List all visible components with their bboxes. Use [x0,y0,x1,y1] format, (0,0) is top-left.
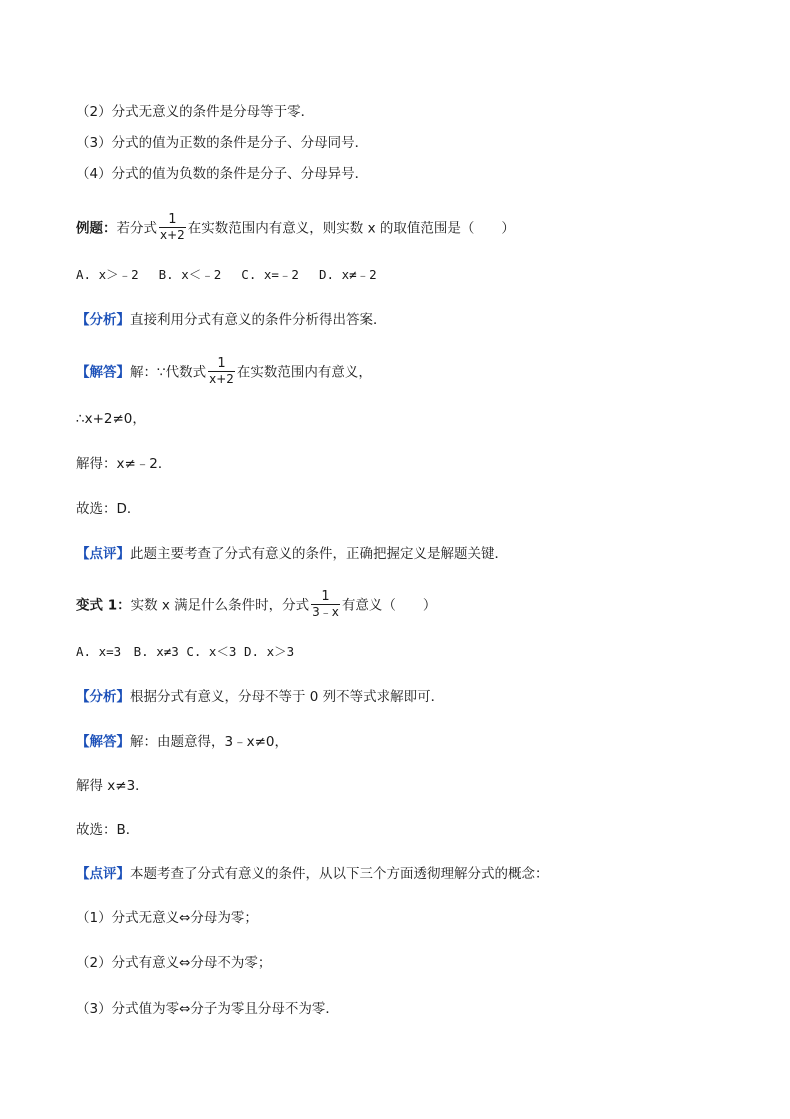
example-analysis-tag: 【分析】 [76,312,130,328]
variant-text-after: 有意义（ ） [341,597,437,614]
example-step-2-text: 解得：x≠﹣2． [76,456,172,472]
variant-solution-text: 解：由题意得，3﹣x≠0， [130,734,288,750]
variant-fraction-denominator: 3﹣x [312,605,339,619]
variant-point-2 [76,953,271,973]
example-solution-fraction-denominator: x+2 [209,372,234,386]
intro-item-3-text: （3）分式的值为正数的条件是分子、分母同号． [76,135,369,151]
example-solution-tag: 【解答】 [76,364,130,381]
variant-comment-text: 本题考查了分式有意义的条件，从以下三个方面透彻理解分式的概念： [130,866,549,882]
variant-point-1 [76,908,258,928]
variant-comment [76,864,549,884]
example-solution-before: 解：∵代数式 [130,364,207,381]
variant-label: 变式 1： [76,597,131,614]
intro-item-4-text: （4）分式的值为负数的条件是分子、分母异号． [76,166,369,182]
variant-choice-text: 故选：B． [76,822,140,838]
variant-point-3 [76,999,339,1019]
example-label: 例题： [76,220,117,237]
variant-options [76,642,294,662]
example-solution-fraction [208,356,235,387]
example-comment-tag: 【点评】 [76,546,130,562]
intro-item-3 [76,133,368,153]
example-text-before: 若分式 [116,220,157,237]
example-fraction-denominator: x+2 [160,228,185,242]
example-options-text: A. x＞﹣2 B. x＜﹣2 C. x=﹣2 D. x≠﹣2 [76,267,377,282]
variant-text-before: 实数 x 满足什么条件时，分式 [130,597,310,614]
variant-point-2-text: （2）分式有意义⇔分母不为零； [76,955,272,971]
example-solution [76,357,372,388]
variant-step-1-text: 解得 x≠3． [76,778,149,794]
example-options [76,265,377,285]
variant-analysis-text: 根据分式有意义，分母不等于 0 列不等式求解即可． [130,689,445,705]
variant-analysis [76,687,444,707]
variant-solution-tag: 【解答】 [76,734,130,750]
variant-step-1 [76,776,149,796]
example-fraction-numerator: 1 [168,212,177,227]
variant-analysis-tag: 【分析】 [76,689,130,705]
variant-options-text: A. x=3 B. x≠3 C. x＜3 D. x＞3 [76,644,295,659]
example-fraction [159,212,186,243]
variant-point-3-text: （3）分式值为零⇔分子为零且分母不为零． [76,1001,339,1017]
example-question [76,213,515,244]
variant-fraction [311,589,340,620]
example-solution-fraction-numerator: 1 [217,356,226,371]
variant-question [76,590,436,621]
example-step-2 [76,454,171,474]
example-choice [76,499,140,519]
variant-point-1-text: （1）分式无意义⇔分母为零； [76,910,258,926]
example-step-1 [76,409,146,429]
intro-item-4 [76,164,368,184]
variant-comment-tag: 【点评】 [76,866,130,882]
example-solution-after: 在实数范围内有意义， [236,364,372,381]
example-analysis [76,310,387,330]
intro-item-2 [76,102,314,122]
variant-solution [76,732,288,752]
example-comment [76,544,508,564]
example-analysis-text: 直接利用分式有意义的条件分析得出答案． [130,312,387,328]
example-text-after: 在实数范围内有意义，则实数 x 的取值范围是（ ） [187,220,515,237]
example-comment-text: 此题主要考查了分式有意义的条件，正确把握定义是解题关键． [130,546,508,562]
example-choice-text: 故选：D． [76,501,141,517]
variant-choice [76,820,139,840]
variant-fraction-numerator: 1 [321,589,330,604]
intro-item-2-text: （2）分式无意义的条件是分母等于零． [76,104,315,120]
example-step-1-text: ∴x+2≠0， [76,411,146,427]
